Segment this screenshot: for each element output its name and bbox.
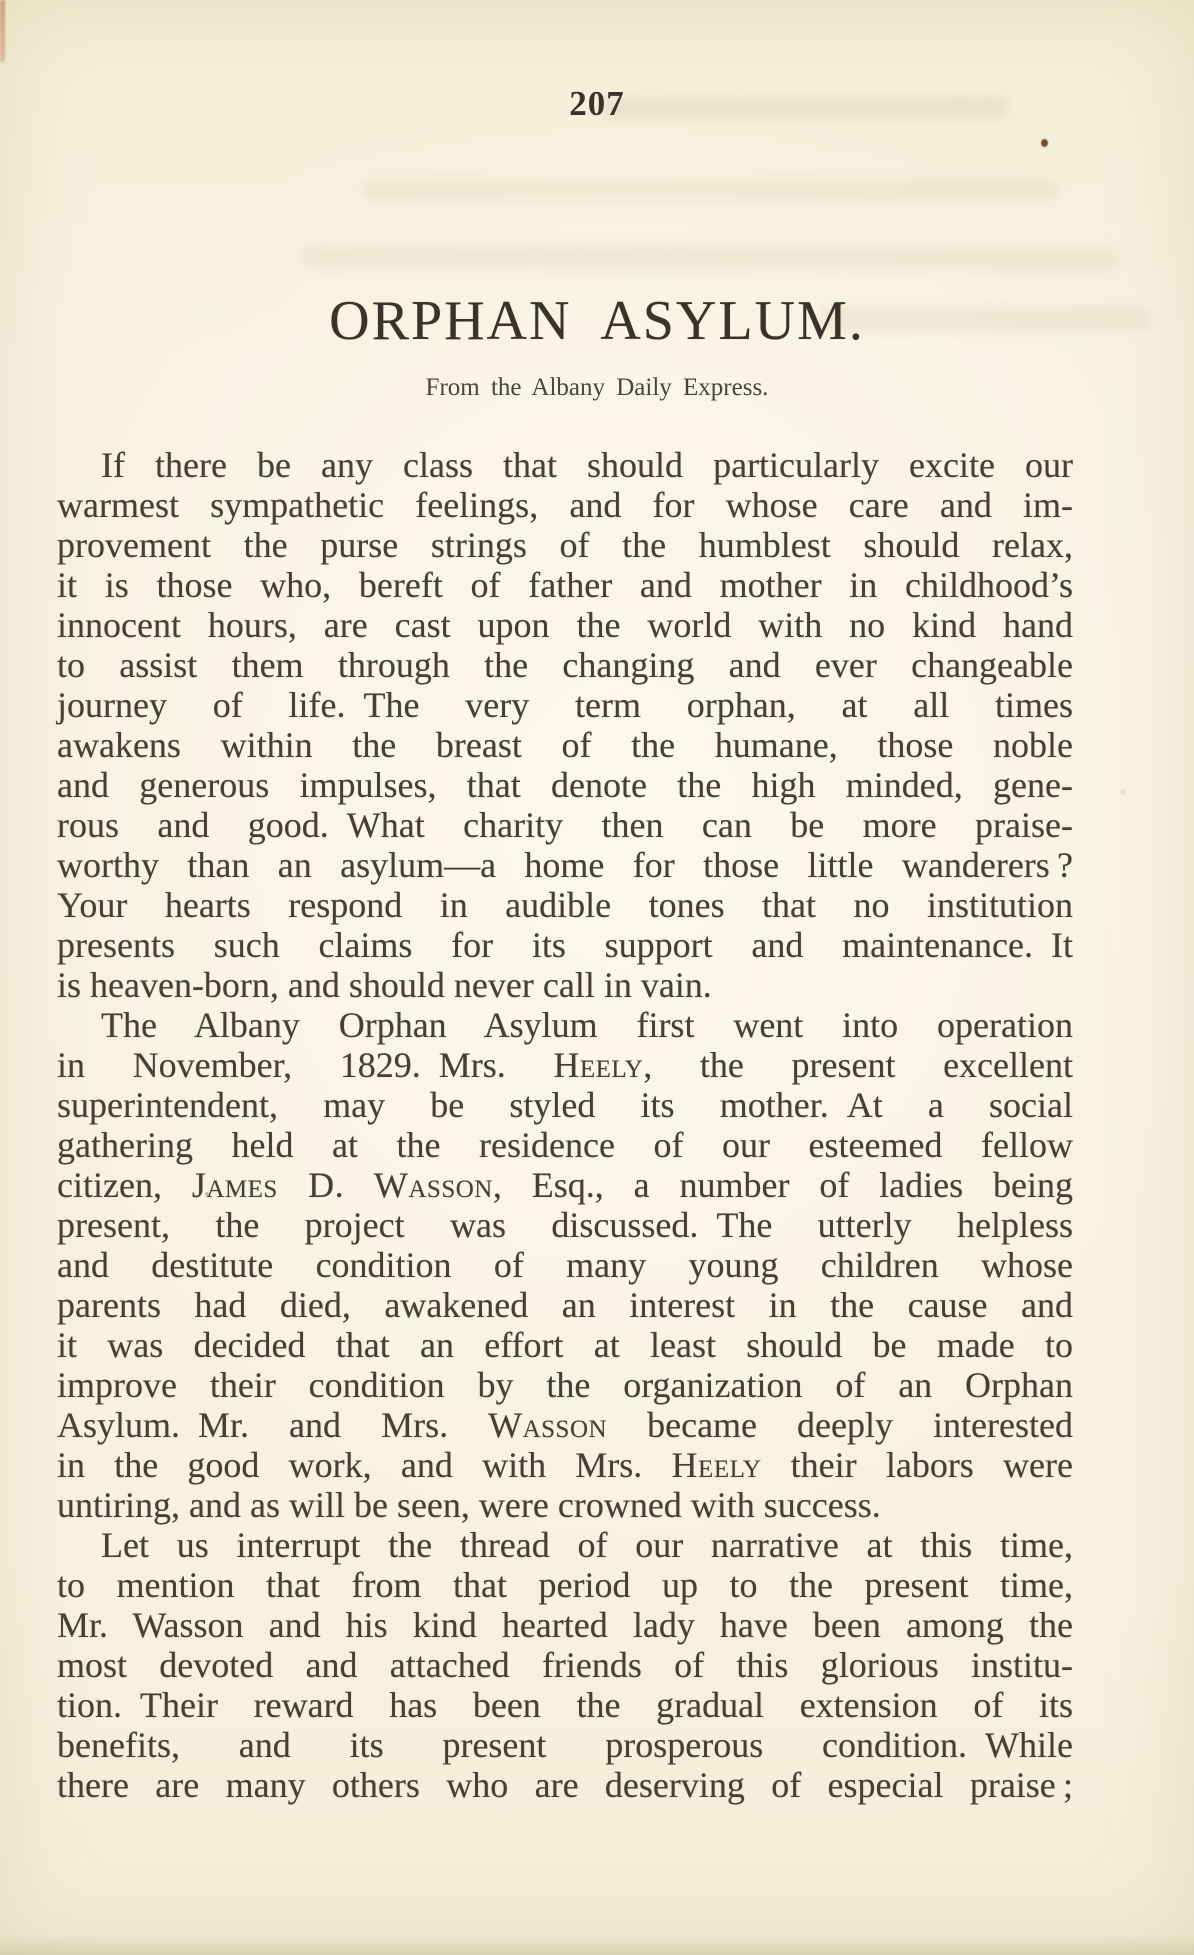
bleedthrough-smudge: [360, 178, 1060, 200]
text-line: in November, 1829. Mrs. Heely, the present excellent: [57, 1045, 1073, 1085]
text-line: and destitute condition of many young children whose: [57, 1245, 1073, 1285]
page-number: 207: [569, 84, 625, 123]
text-line: to mention that from that period up to the present time,: [57, 1565, 1073, 1605]
text-line: worthy than an asylum—a home for those little wanderers ?: [57, 845, 1073, 885]
text-line: provement the purse strings of the humblest should relax,: [57, 525, 1073, 565]
text-line: tion. Their reward has been the gradual extension of its: [57, 1685, 1073, 1725]
text-line: The Albany Orphan Asylum first went into operation: [101, 1005, 1073, 1045]
text-line: citizen, James D. Wasson, Esq., a number of ladies being: [57, 1165, 1074, 1205]
text-line: awakens within the breast of the humane, those noble: [57, 725, 1073, 765]
text-line: superintendent, may be styled its mother. At a social: [57, 1085, 1073, 1125]
text-line: presents such claims for its support and maintenance. It: [57, 925, 1073, 965]
small-caps-name: James D. Wasson: [191, 1165, 493, 1205]
text-line: it was decided that an effort at least should be made to: [57, 1325, 1073, 1365]
text-line: If there be any class that should particularly excite our: [101, 445, 1073, 485]
text-line: Mr. Wasson and his kind hearted lady have been among the: [57, 1605, 1073, 1645]
text-line: parents had died, awakened an interest in the cause and: [57, 1285, 1073, 1325]
paper-speck: [1041, 139, 1048, 147]
text-line: Your hearts respond in audible tones that no institution: [57, 885, 1073, 925]
small-caps-name: Heely: [671, 1445, 762, 1485]
text-line: in the good work, and with Mrs. Heely their labors were: [57, 1445, 1073, 1485]
text-line: it is those who, bereft of father and mother in childhood’s: [57, 565, 1073, 605]
text-line: untiring, and as will be seen, were crowned with success.: [57, 1485, 881, 1525]
text-line: Let us interrupt the thread of our narrative at this time,: [101, 1525, 1073, 1565]
text-line: to assist them through the changing and ever changeable: [57, 645, 1073, 685]
source-attribution: From the Albany Daily Express.: [425, 374, 769, 401]
bleedthrough-smudge: [300, 245, 1120, 272]
text-line: innocent hours, are cast upon the world with no kind hand: [57, 605, 1073, 645]
article-body: [57, 445, 1073, 1805]
paper-speck: [1120, 790, 1125, 794]
red-edge-mark: [0, 0, 5, 62]
small-caps-name: Heely: [553, 1045, 644, 1085]
small-caps-name: Wasson: [488, 1405, 608, 1445]
text-line: warmest sympathetic feelings, and for whose care and im-: [57, 485, 1073, 525]
text-line: gathering held at the residence of our esteemed fellow: [57, 1125, 1073, 1165]
text-line: Asylum. Mr. and Mrs. Wasson became deeply interested: [57, 1405, 1073, 1445]
text-line: and generous impulses, that denote the high minded, gene-: [57, 765, 1073, 805]
text-line: improve their condition by the organization of an Orphan: [57, 1365, 1073, 1405]
text-line: present, the project was discussed. The utterly helpless: [57, 1205, 1073, 1245]
text-line: rous and good. What charity then can be more praise-: [57, 805, 1073, 845]
article-title: ORPHAN ASYLUM.: [329, 290, 865, 352]
text-line: is heaven-born, and should never call in vain.: [57, 965, 712, 1005]
page-bottom-shadow: [0, 1935, 1194, 1955]
text-line: benefits, and its present prosperous condition. While: [57, 1725, 1073, 1765]
text-line: most devoted and attached friends of this glorious institu-: [57, 1645, 1073, 1685]
text-line: there are many others who are deserving of especial praise ;: [57, 1765, 1073, 1805]
text-line: journey of life. The very term orphan, at all times: [57, 685, 1073, 725]
